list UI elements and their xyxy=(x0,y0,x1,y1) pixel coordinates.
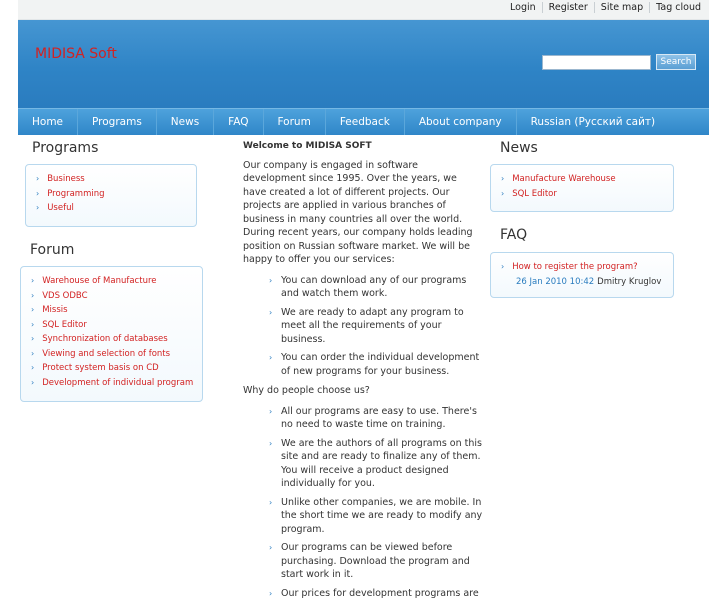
list-item: › You can order the individual development of new programs for your business. xyxy=(269,352,480,377)
chevron-right-icon: › xyxy=(31,348,35,358)
faq-author: Dmitry Kruglov xyxy=(597,276,662,287)
list-item: › We are the authors of all programs on this site and are ready to finalize any of them. You will receive a product designed individually for you. xyxy=(269,437,482,489)
chevron-right-icon: › xyxy=(31,290,35,300)
forum-item[interactable]: › SQL Editor xyxy=(31,319,87,330)
chevron-right-icon: › xyxy=(269,497,273,507)
list-item: › Unlike other companies, we are mobile. In the short time we are ready to modify any program. xyxy=(269,496,483,535)
chevron-right-icon: › xyxy=(31,363,35,372)
chevron-right-icon: › xyxy=(269,275,273,285)
news-title: News xyxy=(500,140,538,156)
forum-title: Forum xyxy=(30,242,75,258)
chevron-right-icon: › xyxy=(269,307,273,317)
list-item: › All our programs are easy to use. There's no need to waste time on training. xyxy=(269,405,477,430)
programs-box xyxy=(25,164,197,227)
login-link[interactable]: Login xyxy=(504,2,543,13)
nav-programs[interactable]: Programs xyxy=(78,109,157,135)
top-bar xyxy=(18,0,709,20)
faq-box xyxy=(490,252,674,298)
list-item: › Our prices for development programs are xyxy=(269,587,479,599)
forum-item[interactable]: › Synchronization of databases xyxy=(31,334,168,344)
welcome-heading: Welcome to MIDISA SOFT xyxy=(243,141,372,151)
list-item: › You can download any of our programs and watch them work. xyxy=(269,274,467,299)
forum-item[interactable]: › Development of individual program xyxy=(31,377,194,388)
chevron-right-icon: › xyxy=(501,262,505,271)
services-list xyxy=(243,274,483,379)
chevron-right-icon: › xyxy=(269,406,273,416)
chevron-right-icon: › xyxy=(31,334,35,343)
chevron-right-icon: › xyxy=(501,188,505,198)
nav-russian-site[interactable]: Russian (Русский сайт) xyxy=(530,116,656,128)
tag-cloud-link[interactable]: Tag cloud xyxy=(656,2,701,13)
top-links xyxy=(504,2,703,13)
faq-question[interactable]: › How to register the program? xyxy=(501,262,638,272)
programs-item[interactable]: › Programming xyxy=(36,188,105,199)
nav-forum[interactable]: Forum xyxy=(264,109,326,135)
why-heading: Why do people choose us? xyxy=(243,385,370,396)
news-item[interactable]: › SQL Editor xyxy=(501,188,557,199)
forum-item[interactable]: › Protect system basis on CD xyxy=(31,363,159,373)
main-content xyxy=(243,140,483,606)
chevron-right-icon: › xyxy=(269,543,273,552)
programs-title: Programs xyxy=(32,140,99,156)
chevron-right-icon: › xyxy=(269,353,273,362)
chevron-right-icon: › xyxy=(36,188,40,198)
reasons-list xyxy=(243,405,483,601)
chevron-right-icon: › xyxy=(269,588,273,598)
forum-item[interactable]: › Warehouse of Manufacture xyxy=(31,276,157,286)
chevron-right-icon: › xyxy=(501,174,505,183)
forum-item[interactable]: › Missis xyxy=(31,305,68,315)
faq-title: FAQ xyxy=(500,227,528,243)
programs-item[interactable]: › Useful xyxy=(36,203,74,213)
chevron-right-icon: › xyxy=(36,174,40,183)
forum-item[interactable]: › Viewing and selection of fonts xyxy=(31,348,171,359)
site-logo[interactable]: MIDISA Soft xyxy=(35,46,117,62)
register-link[interactable]: Register xyxy=(543,2,595,13)
faq-date: 26 Jan 2010 10:42 xyxy=(516,276,595,287)
intro-text: Our company is engaged in software development since 1995. Over the years, we have created a lot of different projects. Our projects are applied in various branches of business in many countries all over the world. During recent years, our company holds leading position on Russian software market. We will be happy to offer you our services: xyxy=(243,159,473,265)
list-item: › We are ready to adapt any program to meet all the requirements of your business. xyxy=(269,306,464,345)
nav-news[interactable]: News xyxy=(157,109,214,135)
chevron-right-icon: › xyxy=(31,305,35,314)
list-item: › Our programs can be viewed before purchasing. Download the program and start work in it. xyxy=(269,542,470,580)
forum-box xyxy=(20,266,203,402)
forum-item[interactable]: › VDS ODBC xyxy=(31,290,88,301)
site-header xyxy=(18,20,709,108)
nav-home[interactable]: Home xyxy=(18,109,78,135)
nav-faq[interactable]: FAQ xyxy=(214,109,263,135)
programs-item[interactable]: › Business xyxy=(36,174,85,184)
chevron-right-icon: › xyxy=(269,438,273,448)
news-box xyxy=(490,164,674,212)
nav-feedback[interactable]: Feedback xyxy=(326,109,405,135)
chevron-right-icon: › xyxy=(36,203,40,212)
chevron-right-icon: › xyxy=(31,319,35,329)
main-nav xyxy=(18,108,709,135)
search-button[interactable]: Search xyxy=(656,54,696,70)
nav-about-company[interactable]: About company xyxy=(405,109,517,135)
faq-meta xyxy=(501,275,673,290)
chevron-right-icon: › xyxy=(31,377,35,387)
news-item[interactable]: › Manufacture Warehouse xyxy=(501,174,616,184)
search-input[interactable] xyxy=(542,55,651,70)
site-map-link[interactable]: Site map xyxy=(595,2,650,13)
chevron-right-icon: › xyxy=(31,276,35,285)
